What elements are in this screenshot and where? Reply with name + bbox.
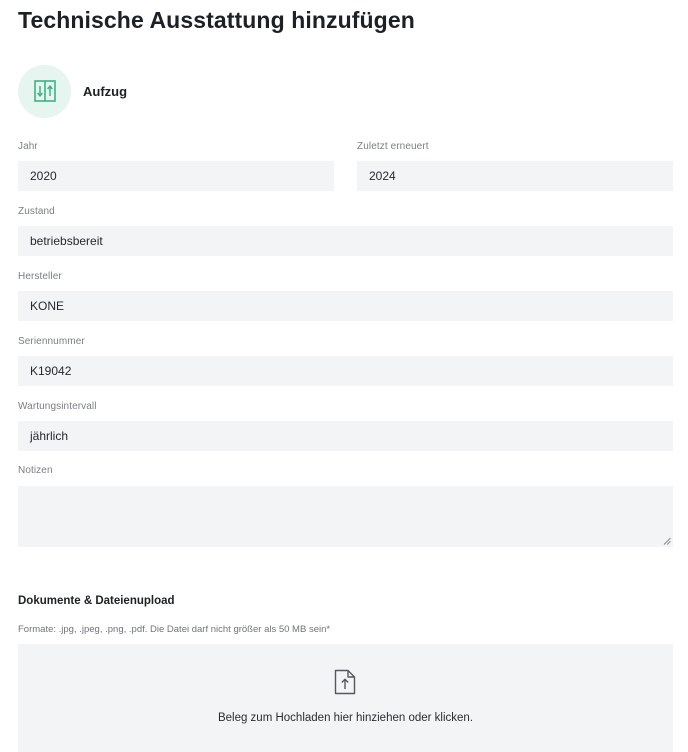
page-title: Technische Ausstattung hinzufügen <box>18 7 415 33</box>
serial-number-label: Seriennummer <box>18 336 85 347</box>
notes-textarea[interactable] <box>18 486 673 547</box>
equipment-header <box>18 64 127 118</box>
notes-field <box>18 465 673 477</box>
manufacturer-field <box>18 271 673 313</box>
condition-input[interactable]: betriebsbereit <box>18 226 673 256</box>
format-hint: Formate: .jpg, .jpeg, .png, .pdf. Die Datei darf nicht größer als 50 MB sein* <box>18 624 331 635</box>
last-renewed-input[interactable]: 2024 <box>357 161 673 191</box>
manufacturer-input[interactable]: KONE <box>18 291 673 321</box>
last-renewed-field <box>357 141 673 183</box>
year-input[interactable]: 2020 <box>18 161 334 191</box>
dropzone-text: Beleg zum Hochladen hier hinziehen oder klicken. <box>217 712 474 724</box>
serial-number-input[interactable]: K19042 <box>18 356 673 386</box>
maintenance-interval-label: Wartungsintervall <box>18 401 97 412</box>
condition-field <box>18 206 673 248</box>
condition-label: Zustand <box>18 206 55 217</box>
maintenance-interval-field <box>18 401 673 443</box>
serial-number-field <box>18 336 673 378</box>
notes-label: Notizen <box>18 465 53 476</box>
resize-grip-icon[interactable] <box>663 537 671 545</box>
manufacturer-label: Hersteller <box>18 271 62 282</box>
year-label: Jahr <box>18 141 38 152</box>
equipment-name: Aufzug <box>83 83 128 99</box>
documents-section-title: Dokumente & Dateienupload <box>18 595 175 607</box>
file-upload-icon <box>334 669 356 695</box>
last-renewed-label: Zuletzt erneuert <box>357 141 429 152</box>
equipment-icon-circle <box>18 65 71 118</box>
elevator-icon <box>34 80 56 102</box>
maintenance-interval-input[interactable]: jährlich <box>18 421 673 451</box>
year-field <box>18 141 334 183</box>
file-dropzone[interactable] <box>18 644 673 752</box>
